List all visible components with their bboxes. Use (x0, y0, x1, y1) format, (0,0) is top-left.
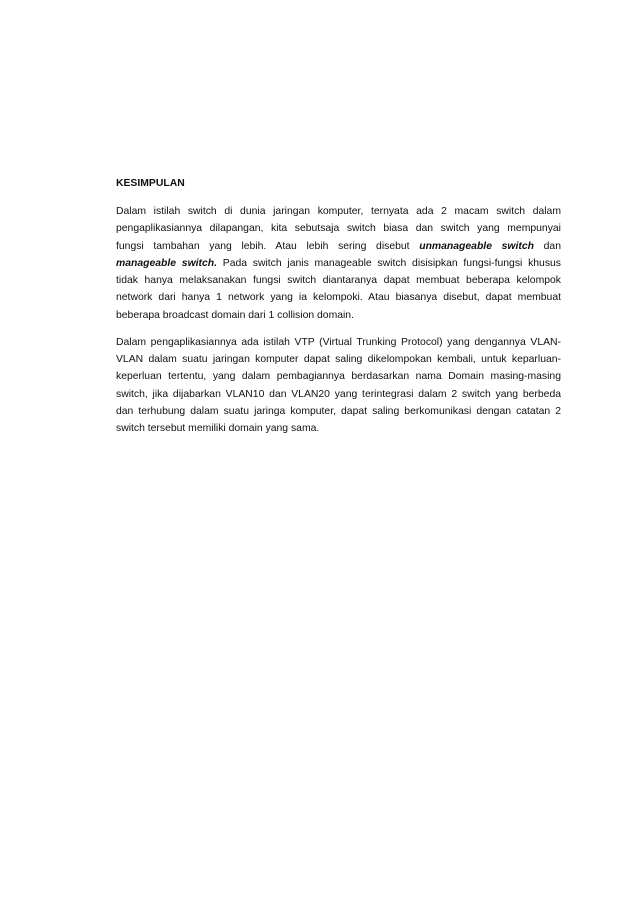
paragraph-line: switch tersebut memiliki domain yang sama. (116, 423, 320, 434)
paragraph-line: pengaplikasiannya dilapangan, kita sebutsaja switch biasa dan switch yang mempunyai (116, 223, 561, 235)
paragraph-line: keperluan tertentu, yang dalam pembagiannya berdasarkan nama Domain masing-masing (116, 371, 561, 383)
paragraph-line: Dalam pengaplikasiannya ada istilah VTP (Virtual Trunking Protocol) yang dengannya VLAN- (116, 336, 561, 348)
text-run: dan (533, 240, 561, 252)
emphasis-term: manageable switch. (116, 257, 218, 269)
paragraph-line (116, 238, 561, 255)
paragraph-line: tidak hanya melaksanakan fungsi switch diantaranya dapat membuat beberapa kelompok (116, 275, 561, 286)
paragraph-line: switch, jika dijabarkan VLAN10 dan VLAN20 yang terintegrasi dalam 2 switch yang berbeda (116, 388, 561, 400)
section-heading: KESIMPULAN (116, 178, 185, 189)
text-run: fungsi tambahan yang lebih. Atau lebih sering disebut (116, 240, 420, 252)
paragraph-line: beberapa broadcast domain dari 1 collision domain. (116, 309, 354, 321)
paragraph-line: dan terhubung dalam suatu jaringa komputer, dapat saling berkomunikasi dengan catatan 2 (116, 405, 561, 417)
paragraph-vtp (116, 334, 561, 438)
paragraph-line: network dari hanya 1 network yang ia kelompoki. Atau biasanya disebut, dapat membuat (116, 292, 561, 304)
text-run: Pada switch janis manageable switch disisipkan fungsi-fungsi khusus (217, 257, 561, 269)
document-body (116, 174, 561, 447)
paragraph-line (116, 255, 561, 272)
paragraph-switch-types (116, 203, 561, 324)
paragraph-line: VLAN dalam suatu jaringan komputer dapat saling dikelompokan kembali, untuk keparluan- (116, 354, 561, 365)
emphasis-term: unmanageable switch (419, 240, 534, 252)
paragraph-line: Dalam istilah switch di dunia jaringan komputer, ternyata ada 2 macam switch dalam (116, 206, 561, 217)
